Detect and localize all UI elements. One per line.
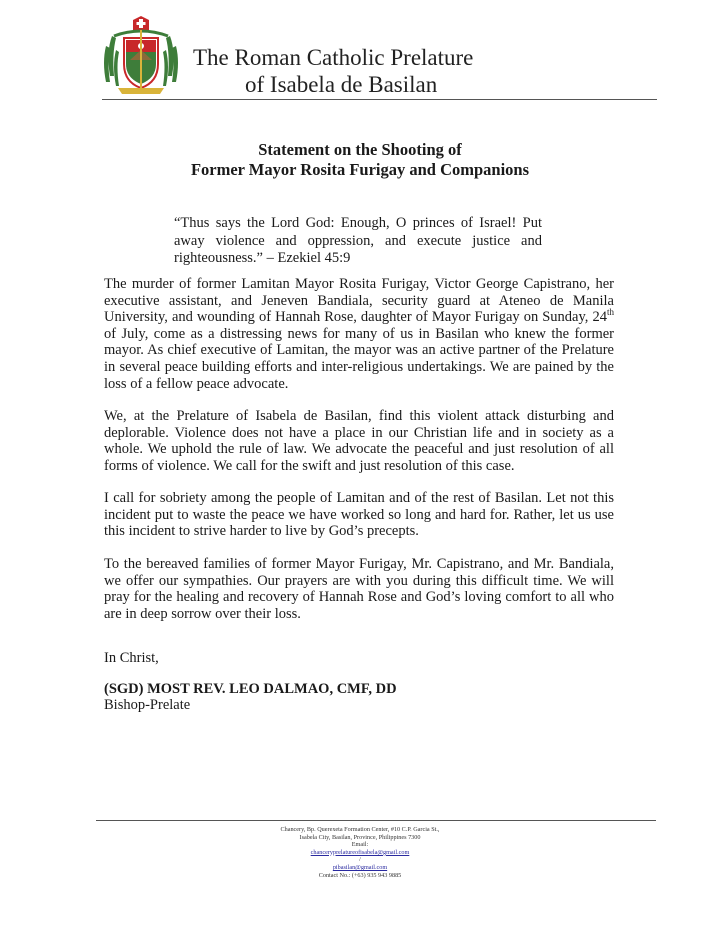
footer-email-line xyxy=(200,841,520,871)
paragraph-1 xyxy=(104,276,614,392)
ordinal-suffix: th xyxy=(606,307,614,318)
footer-address-line2: Isabela City, Basilan, Province, Philippines 7300 xyxy=(299,833,421,841)
footer-contact xyxy=(200,826,520,879)
footer-contact-number: Contact No.: (+63) 935 943 9885 xyxy=(318,871,402,879)
statement-title xyxy=(100,140,620,180)
closing-salutation: In Christ, xyxy=(104,650,159,666)
signer-title: Bishop-Prelate xyxy=(104,697,191,713)
statement-title-line1: Statement on the Shooting of xyxy=(258,140,462,159)
paragraph-4: To the bereaved families of former Mayor Furigay, Mr. Capistrano, and Mr. Bandiala, we offer our sympathies. Our prayers are with you during this difficult time. We will pray for the healing and recovery of Hannah Rose and God’s loving comfort to all who are in deep sorrow over their loss. xyxy=(104,556,614,622)
email-link-pibasilan[interactable]: pibasilan@gmail.com xyxy=(332,863,388,871)
prelature-coat-of-arms-icon xyxy=(100,16,182,98)
footer-address-line1: Chancery, Bp. Querexeta Formation Center, #10 C.P. Garcia St., xyxy=(280,826,440,833)
prelature-name-line1: The Roman Catholic Prelature xyxy=(193,45,474,70)
email-separator: / xyxy=(359,856,361,864)
header-divider xyxy=(102,99,657,100)
prelature-name xyxy=(193,44,473,98)
footer-divider xyxy=(96,820,656,821)
email-link-chancery[interactable]: chanceryprelatureofisabela@gmail.com xyxy=(310,848,410,856)
scripture-quote: “Thus says the Lord God: Enough, O princes of Israel! Put away violence and oppression, and execute justice and righteousness.” – Ezekiel 45:9 xyxy=(174,215,542,266)
footer-email-label: Email: xyxy=(351,841,369,849)
paragraph-3: I call for sobriety among the people of Lamitan and of the rest of Basilan. Let not this incident put to waste the peace we have worked so long and hard for. Rather, let us use this incident to strive harder to live by God’s precepts. xyxy=(104,490,614,540)
paragraph-1-part-b: of July, come as a distressing news for many of us in Basilan who knew the former mayor. As chief executive of Lamitan, the mayor was an active partner of the Prelature in several peace building efforts and inter-religious undertakings. We are pained by the loss of a fellow peace advocate. xyxy=(104,325,614,392)
statement-title-line2: Former Mayor Rosita Furigay and Companions xyxy=(190,160,530,179)
paragraph-2: We, at the Prelature of Isabela de Basilan, find this violent attack disturbing and deplorable. Violence does not have a place in our Christian life and in society as a whole. We uphold the rule of law. We advocate the peaceful and just resolution of all forms of violence. We call for the swift and just resolution of this case. xyxy=(104,408,614,474)
prelature-name-line2: of Isabela de Basilan xyxy=(245,72,438,97)
signer-name: (SGD) MOST REV. LEO DALMAO, CMF, DD xyxy=(104,681,397,697)
paragraph-1-part-a: The murder of former Lamitan Mayor Rosita Furigay, Victor George Capistrano, her executive assistant, and Jeneven Bandiala, security guard at Ateneo de Manila University, and wounding of Hannah Rose, daughter of Mayor Furigay on Sunday, 24 xyxy=(104,276,614,326)
